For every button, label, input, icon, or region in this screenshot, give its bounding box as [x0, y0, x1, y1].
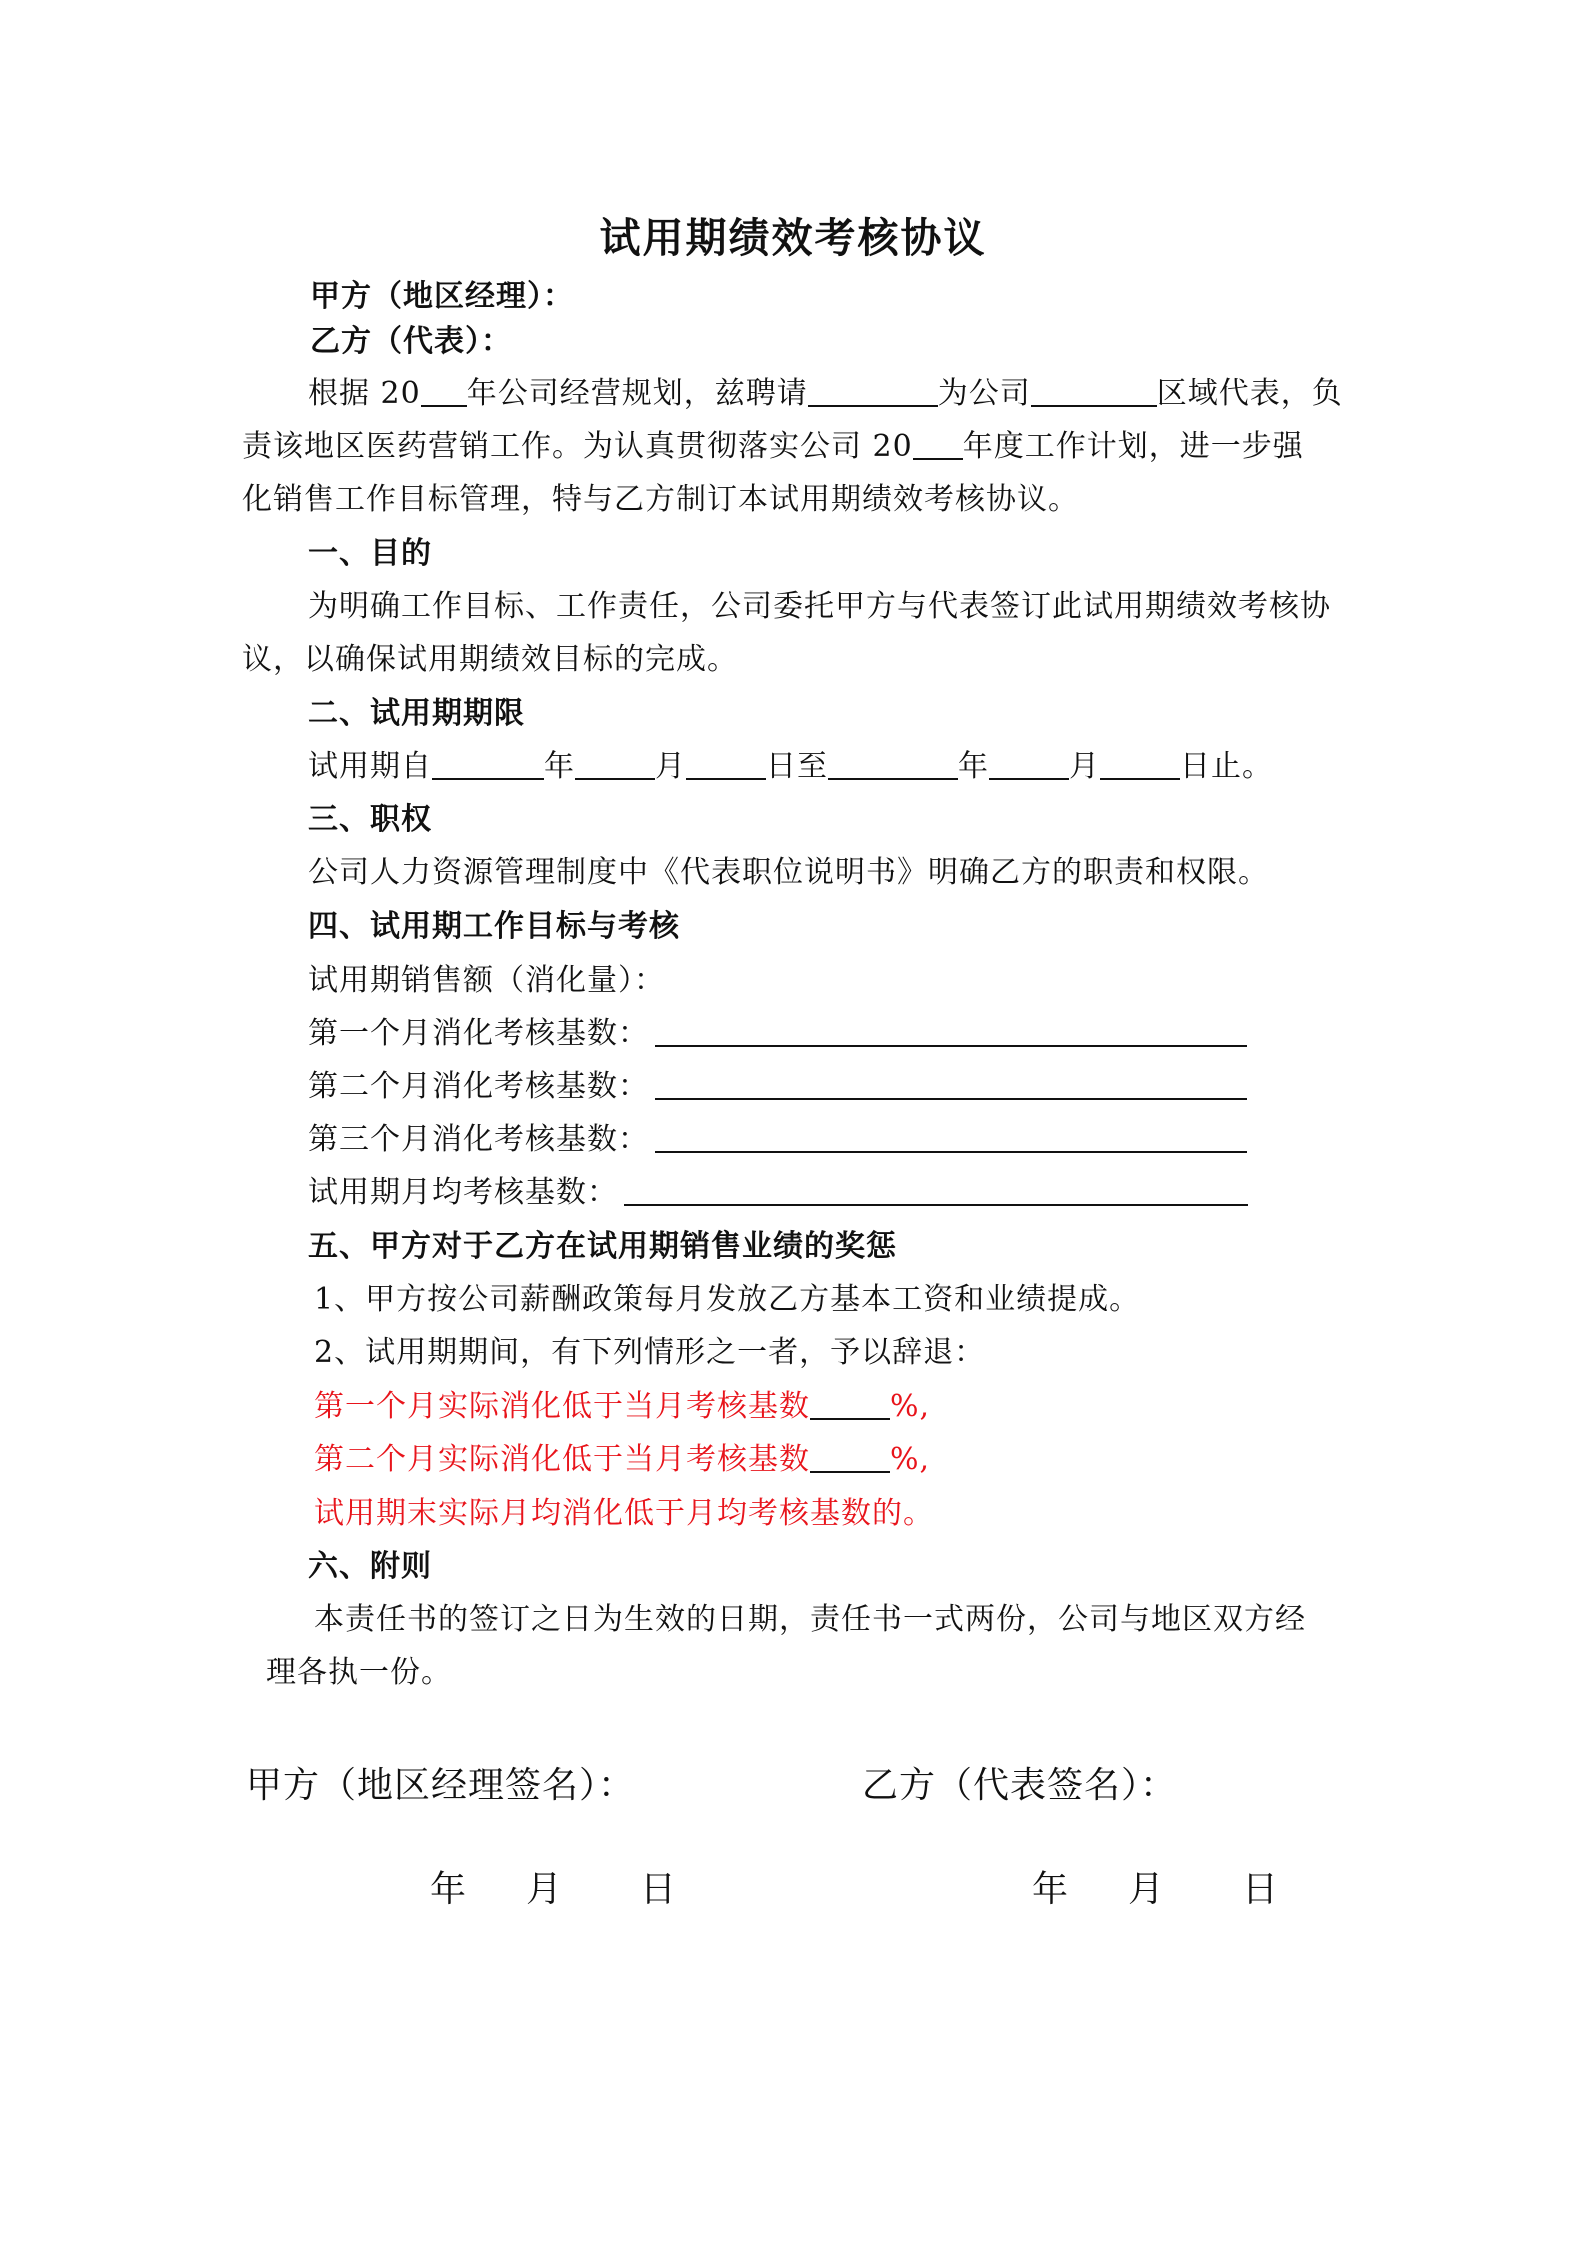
target-label: 第二个月消化考核基数： [308, 1069, 649, 1104]
section-1-heading: 一、目的 [308, 536, 432, 571]
party-a-sign-year: 年 [430, 1869, 468, 1910]
dismissal-condition-3: 试用期末实际月均消化低于月均考核基数的。 [314, 1496, 934, 1531]
party-b-sign-month: 月 [1128, 1869, 1166, 1910]
percent-blank [810, 1388, 890, 1420]
month-2-target-blank [655, 1068, 1247, 1100]
percent-blank [810, 1441, 890, 1473]
intro-text: 为公司 [937, 376, 1031, 411]
party-a-label: 甲方（地区经理）： [310, 279, 574, 314]
section-1-line-1: 为明确工作目标、工作责任，公司委托甲方与代表签订此试用期绩效考核协 [308, 589, 1331, 624]
section-3-line-1: 公司人力资源管理制度中《代表职位说明书》明确乙方的职责和权限。 [308, 855, 1269, 890]
month-2-target-line [308, 1067, 1247, 1107]
period-text: 年 [544, 749, 575, 784]
intro-line-2 [242, 427, 1304, 467]
percent-sign: %, [890, 1442, 931, 1477]
intro-text: 年度工作计划，进一步强 [962, 429, 1304, 464]
start-day-blank [686, 748, 766, 780]
intro-text: 区域代表，负 [1156, 376, 1343, 411]
party-b-signature-label: 乙方（代表签名）： [862, 1765, 1178, 1806]
section-1-line-2: 议，以确保试用期绩效目标的完成。 [242, 642, 738, 677]
period-text: 月 [655, 749, 686, 784]
name-blank [808, 375, 938, 407]
period-text: 试用期自 [308, 749, 432, 784]
party-a-sign-day: 日 [640, 1869, 678, 1910]
year-blank [421, 375, 467, 407]
party-b-sign-year: 年 [1032, 1869, 1070, 1910]
trial-period-line [308, 747, 1273, 787]
month-3-target-line [308, 1120, 1247, 1160]
monthly-average-target-line [308, 1173, 1248, 1213]
month-3-target-blank [655, 1121, 1247, 1153]
start-month-blank [575, 748, 655, 780]
intro-line-3: 化销售工作目标管理，特与乙方制订本试用期绩效考核协议。 [242, 482, 1079, 517]
period-text: 月 [1069, 749, 1100, 784]
region-blank [1031, 375, 1157, 407]
section-5-heading: 五、甲方对于乙方在试用期销售业绩的奖惩 [308, 1229, 897, 1264]
intro-text: 根据 20 [308, 376, 421, 411]
intro-line-1 [308, 374, 1343, 414]
average-target-blank [624, 1174, 1248, 1206]
condition-text: 第一个月实际消化低于当月考核基数 [314, 1389, 810, 1424]
period-text: 日至 [766, 749, 828, 784]
section-6-line-1: 本责任书的签订之日为生效的日期，责任书一式两份，公司与地区双方经 [314, 1602, 1306, 1637]
section-4-heading: 四、试用期工作目标与考核 [308, 909, 680, 944]
condition-text: 第二个月实际消化低于当月考核基数 [314, 1442, 810, 1477]
party-b-sign-day: 日 [1242, 1869, 1280, 1910]
party-b-label: 乙方（代表）： [310, 324, 512, 359]
intro-text: 年公司经营规划，兹聘请 [466, 376, 808, 411]
end-day-blank [1100, 748, 1180, 780]
target-label: 试用期月均考核基数： [308, 1175, 618, 1210]
party-a-signature-label: 甲方（地区经理签名）： [246, 1765, 636, 1806]
dismissal-condition-2 [314, 1440, 930, 1480]
plan-year-blank [913, 428, 963, 460]
section-5-point-1: 1、甲方按公司薪酬政策每月发放乙方基本工资和业绩提成。 [314, 1282, 1141, 1317]
section-3-heading: 三、职权 [308, 802, 432, 837]
period-text: 日止。 [1180, 749, 1273, 784]
end-month-blank [989, 748, 1069, 780]
month-1-target-line [308, 1014, 1247, 1054]
section-2-heading: 二、试用期期限 [308, 696, 525, 731]
end-year-blank [828, 748, 958, 780]
document-title: 试用期绩效考核协议 [599, 214, 987, 262]
section-5-point-2: 2、试用期期间，有下列情形之一者，予以辞退： [314, 1335, 986, 1370]
section-6-heading: 六、附则 [308, 1549, 432, 1584]
percent-sign: %, [890, 1389, 931, 1424]
target-label: 第一个月消化考核基数： [308, 1016, 649, 1051]
party-a-sign-month: 月 [526, 1869, 564, 1910]
target-label: 第三个月消化考核基数： [308, 1122, 649, 1157]
period-text: 年 [958, 749, 989, 784]
start-year-blank [432, 748, 544, 780]
sales-volume-label: 试用期销售额（消化量）： [308, 963, 665, 998]
month-1-target-blank [655, 1015, 1247, 1047]
intro-text: 责该地区医药营销工作。为认真贯彻落实公司 20 [242, 429, 913, 464]
dismissal-condition-1 [314, 1387, 930, 1427]
section-6-line-2: 理各执一份。 [266, 1655, 452, 1690]
